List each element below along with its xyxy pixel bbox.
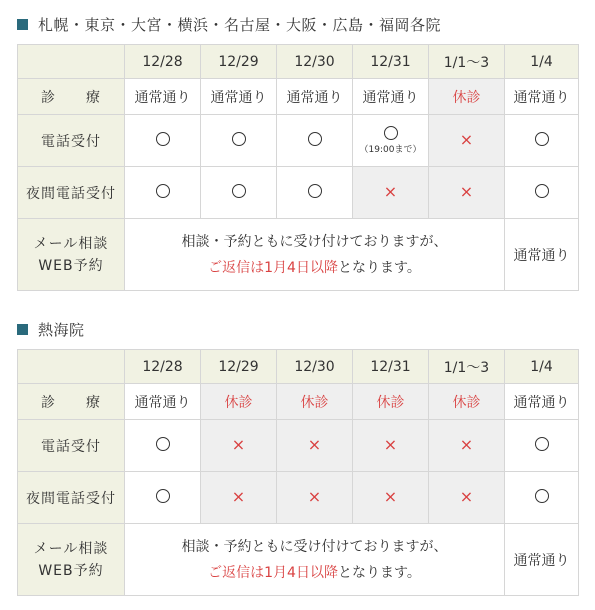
cross-icon: × [231, 435, 246, 454]
status-text: 通常通り [210, 89, 267, 106]
schedule-row [18, 115, 579, 167]
section-title: 札幌・東京・大宮・横浜・名古屋・大阪・広島・福岡各院 [38, 15, 442, 34]
status-text: 休診 [452, 89, 481, 106]
row-label: 夜間電話受付 [18, 472, 125, 524]
schedule-row [18, 384, 579, 420]
row-label-mail-web [18, 219, 125, 291]
status-text: 通常通り [134, 89, 191, 106]
schedule-table [17, 349, 579, 596]
schedule-rows [18, 384, 579, 524]
message-rest: となります。 [337, 564, 421, 581]
header-row [18, 45, 579, 79]
square-bullet-icon [17, 19, 28, 30]
section-heading [17, 12, 441, 36]
schedule-cell [353, 115, 429, 167]
message-last-cell: 通常通り [505, 524, 579, 596]
schedule-cell [125, 167, 201, 219]
message-row [18, 219, 579, 291]
schedule-cell [353, 472, 429, 524]
circle-icon [308, 184, 322, 198]
schedule-row [18, 420, 579, 472]
schedule-cell [505, 420, 579, 472]
message-rest: となります。 [337, 259, 421, 276]
message-cell [125, 219, 505, 291]
date-header: 12/30 [277, 350, 353, 384]
date-header: 12/28 [125, 45, 201, 79]
cross-icon: × [383, 487, 398, 506]
cross-icon: × [459, 130, 474, 149]
date-header: 12/31 [353, 45, 429, 79]
row-label-line: WEB予約 [38, 257, 104, 274]
date-header: 1/4 [505, 45, 579, 79]
circle-icon [308, 132, 322, 146]
circle-icon [535, 184, 549, 198]
schedule-cell [277, 79, 353, 115]
circle-icon [156, 132, 170, 146]
header-corner-cell [18, 350, 125, 384]
date-header: 1/4 [505, 350, 579, 384]
status-text: 通常通り [134, 394, 191, 411]
date-header: 12/31 [353, 350, 429, 384]
schedule-cell [277, 384, 353, 420]
row-label-line: メール相談 [33, 235, 109, 252]
section-title: 熱海院 [38, 320, 85, 339]
schedule-cell [201, 115, 277, 167]
schedule-cell [505, 167, 579, 219]
cross-icon: × [307, 487, 322, 506]
date-header: 1/1〜3 [429, 350, 505, 384]
schedule-row [18, 79, 579, 115]
status-text: 通常通り [362, 89, 419, 106]
cross-icon: × [459, 435, 474, 454]
schedule-cell [125, 472, 201, 524]
schedule-rows [18, 79, 579, 219]
date-header: 12/28 [125, 350, 201, 384]
schedule-cell [277, 472, 353, 524]
row-label: 電話受付 [18, 115, 125, 167]
date-header: 12/29 [201, 350, 277, 384]
cross-icon: × [459, 182, 474, 201]
row-label: 電話受付 [18, 420, 125, 472]
status-text: 休診 [224, 394, 253, 411]
message-line: 相談・予約ともに受け付けておりますが、 [181, 538, 448, 555]
schedule-cell [201, 79, 277, 115]
schedule-cell [125, 384, 201, 420]
schedule-row [18, 472, 579, 524]
row-label: 診 療 [18, 384, 125, 420]
section-heading [17, 317, 85, 341]
schedule-cell [277, 115, 353, 167]
schedule-cell [505, 472, 579, 524]
circle-icon [156, 184, 170, 198]
schedule-cell [505, 115, 579, 167]
row-label: 夜間電話受付 [18, 167, 125, 219]
circle-icon [232, 132, 246, 146]
schedule-cell [429, 420, 505, 472]
cell-note: （19:00まで） [359, 144, 422, 155]
schedule-cell [201, 420, 277, 472]
square-bullet-icon [17, 324, 28, 335]
schedule-cell [353, 79, 429, 115]
circle-icon [535, 437, 549, 451]
message-row [18, 524, 579, 596]
row-label-line: WEB予約 [38, 562, 104, 579]
circle-icon [232, 184, 246, 198]
schedule-row [18, 167, 579, 219]
cross-icon: × [231, 487, 246, 506]
schedule-cell [201, 384, 277, 420]
schedule-cell [429, 167, 505, 219]
schedule-cell [429, 115, 505, 167]
status-text: 通常通り [286, 89, 343, 106]
message-line [125, 560, 504, 586]
schedule-cell [429, 472, 505, 524]
message-highlight: ご返信は1月4日以降 [208, 564, 338, 581]
header-corner-cell [18, 45, 125, 79]
cross-icon: × [383, 435, 398, 454]
message-cell [125, 524, 505, 596]
message-line [125, 255, 504, 281]
circle-icon [535, 489, 549, 503]
circle-icon [535, 132, 549, 146]
date-header: 12/30 [277, 45, 353, 79]
schedule-cell [125, 79, 201, 115]
circle-icon [156, 437, 170, 451]
row-label-line: メール相談 [33, 540, 109, 557]
cross-icon: × [459, 487, 474, 506]
schedule-cell [277, 167, 353, 219]
circle-icon [156, 489, 170, 503]
status-text: 休診 [452, 394, 481, 411]
schedule-cell [429, 79, 505, 115]
status-text: 通常通り [513, 394, 570, 411]
row-label: 診 療 [18, 79, 125, 115]
schedule-cell [125, 115, 201, 167]
cross-icon: × [307, 435, 322, 454]
circle-icon [384, 126, 398, 140]
schedule-cell [505, 79, 579, 115]
schedule-cell [353, 167, 429, 219]
schedule-cell [125, 420, 201, 472]
row-label-mail-web [18, 524, 125, 596]
schedule-cell [505, 384, 579, 420]
message-highlight: ご返信は1月4日以降 [208, 259, 338, 276]
status-text: 休診 [376, 394, 405, 411]
schedule-cell [201, 472, 277, 524]
schedule-cell [429, 384, 505, 420]
schedule-table [17, 44, 579, 291]
schedule-cell [277, 420, 353, 472]
schedule-cell [201, 167, 277, 219]
date-header: 1/1〜3 [429, 45, 505, 79]
schedule-cell [353, 420, 429, 472]
cross-icon: × [383, 182, 398, 201]
header-row [18, 350, 579, 384]
status-text: 休診 [300, 394, 329, 411]
message-line: 相談・予約ともに受け付けておりますが、 [181, 233, 448, 250]
schedule-cell [353, 384, 429, 420]
status-text: 通常通り [513, 89, 570, 106]
message-last-cell: 通常通り [505, 219, 579, 291]
date-header: 12/29 [201, 45, 277, 79]
